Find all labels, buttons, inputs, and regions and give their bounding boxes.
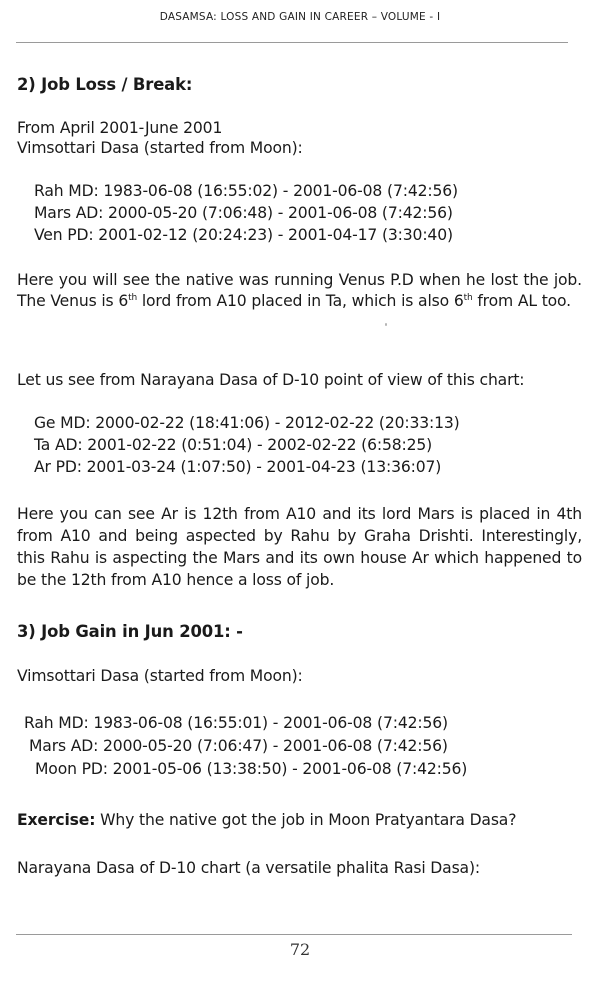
dasa-period-line: Ven PD: 2001-02-12 (20:24:23) - 2001-04-17 (3:30:40) bbox=[34, 226, 453, 244]
dasa-period-line: Mars AD: 2000-05-20 (7:06:47) - 2001-06-08 (7:42:56) bbox=[29, 737, 448, 755]
ar-paragraph: Here you can see Ar is 12th from A10 and its lord Mars is placed in 4th from A10 and being aspected by Rahu by Graha Drishti. Interestingly, this Rahu is aspecting the Mars and its own house Ar which happened to be the 12th from A10 hence a loss of job. bbox=[17, 505, 582, 589]
superscript: th bbox=[128, 293, 138, 303]
narayana-period-line: Ta AD: 2001-02-22 (0:51:04) - 2002-02-22 (6:58:25) bbox=[34, 436, 433, 454]
page-number: 72 bbox=[289, 940, 311, 959]
narayana-period-line: Ar PD: 2001-03-24 (1:07:50) - 2001-04-23 (13:36:07) bbox=[34, 458, 442, 476]
venus-paragraph bbox=[17, 270, 582, 312]
para-text: lord from A10 placed in Ta, which is also 6 bbox=[137, 292, 464, 310]
dasa-period-line: Rah MD: 1983-06-08 (16:55:01) - 2001-06-08 (7:42:56) bbox=[24, 714, 448, 732]
scan-speck bbox=[385, 323, 387, 326]
footer-rule bbox=[16, 934, 572, 935]
header-rule bbox=[16, 42, 568, 43]
superscript: th bbox=[463, 293, 473, 303]
narayana-intro: Let us see from Narayana Dasa of D-10 point of view of this chart: bbox=[17, 371, 525, 389]
running-header: DASAMSA: LOSS AND GAIN IN CAREER – VOLUME - I bbox=[159, 11, 441, 23]
narayana-period-line: Ge MD: 2000-02-22 (18:41:06) - 2012-02-22 (20:33:13) bbox=[34, 414, 460, 432]
para-text: Here you will see the native was running Venus P.D when he lost the job. The Venus is 6 bbox=[17, 271, 582, 310]
exercise-question: Why the native got the job in Moon Pratyantara Dasa? bbox=[95, 811, 517, 829]
vimsottari-intro: Vimsottari Dasa (started from Moon): bbox=[17, 667, 303, 685]
dasa-period-line: Mars AD: 2000-05-20 (7:06:48) - 2001-06-08 (7:42:56) bbox=[34, 204, 453, 222]
exercise-line bbox=[17, 810, 516, 830]
period-line: From April 2001-June 2001 bbox=[17, 119, 223, 137]
dasa-period-line: Moon PD: 2001-05-06 (13:38:50) - 2001-06-08 (7:42:56) bbox=[35, 760, 468, 778]
vimsottari-intro: Vimsottari Dasa (started from Moon): bbox=[17, 139, 303, 157]
exercise-label: Exercise: bbox=[17, 811, 96, 829]
section-heading-job-gain: 3) Job Gain in Jun 2001: - bbox=[17, 622, 243, 641]
para-text: from AL too. bbox=[472, 292, 571, 310]
dasa-period-line: Rah MD: 1983-06-08 (16:55:02) - 2001-06-08 (7:42:56) bbox=[34, 182, 458, 200]
section-heading-job-loss: 2) Job Loss / Break: bbox=[17, 75, 193, 94]
narayana-intro: Narayana Dasa of D-10 chart (a versatile phalita Rasi Dasa): bbox=[17, 859, 480, 877]
